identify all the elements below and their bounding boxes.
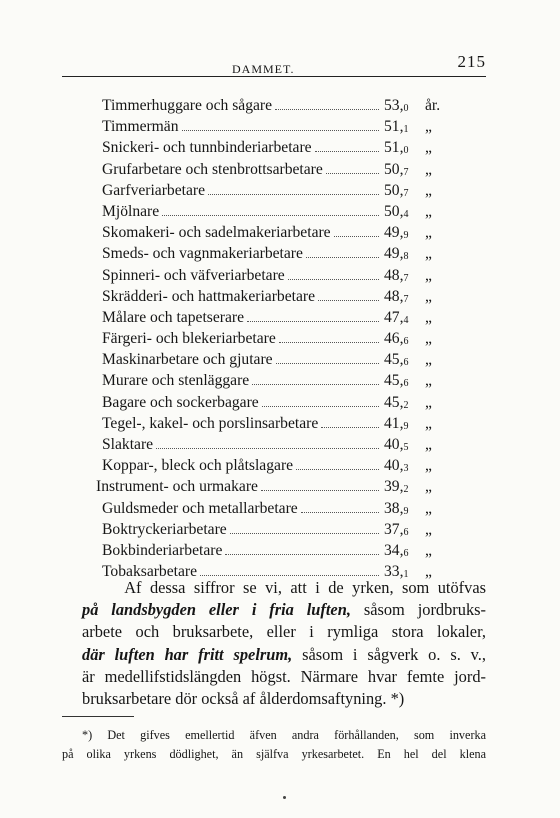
occupation-label: Skomakeri- och sadelmakeriarbetare: [102, 224, 331, 242]
table-row: [102, 159, 462, 180]
page-number: 215: [457, 52, 486, 71]
table-row: [102, 95, 462, 116]
occupation-label: Instrument- och urmakare: [96, 478, 258, 496]
dot-leader: [247, 321, 379, 322]
ditto-mark: „: [425, 351, 432, 369]
occupation-label: Timmermän: [102, 118, 179, 136]
lifespan-value: $45,_2$: [384, 393, 409, 411]
dot-leader: [326, 173, 379, 174]
dot-leader: [276, 363, 379, 364]
table-row: [102, 201, 462, 222]
ditto-mark: „: [425, 287, 432, 305]
occupation-label: Boktryckeriarbetare: [102, 520, 227, 538]
lifespan-value: $40,_5$: [384, 436, 409, 453]
occupation-label: Snickeri- och tunnbinderiarbetare: [102, 139, 312, 157]
occupation-label: Timmerhuggare och sågare: [102, 97, 273, 114]
paragraph-line: där luften har fritt spelrum, såsom i sågverk o. s. v.,: [82, 644, 487, 664]
ditto-mark: „: [425, 160, 432, 178]
dot-leader: [296, 469, 379, 470]
ditto-mark: „: [425, 224, 432, 242]
lifespan-value: $45,_6$: [384, 351, 409, 369]
occupation-label: Maskinarbetare och gjutare: [102, 351, 273, 369]
dot-leader: [261, 490, 379, 491]
page-header: [62, 48, 486, 76]
table-row: [102, 307, 462, 328]
body-paragraph: [82, 577, 486, 710]
ditto-mark: „: [425, 139, 432, 157]
ditto-mark: „: [425, 245, 432, 263]
table-row: [102, 370, 462, 391]
occupation-label: Garfveriarbetare: [102, 181, 206, 199]
ditto-mark: „: [425, 330, 432, 348]
emphasis-text: där luften har fritt spelrum,: [82, 644, 293, 664]
footnote-line: på olika yrkens dödlighet, än själfva yrkesarbetet. En hel del klena: [62, 747, 486, 761]
table-row: [102, 222, 462, 243]
table-row: [102, 286, 462, 307]
ditto-mark: „: [425, 266, 432, 284]
dot-leader: [230, 533, 379, 534]
paragraph-line: bruksarbetare dör också af ålderdomsaftyning. *): [82, 689, 405, 709]
header-rule: [62, 76, 486, 77]
ditto-mark: „: [425, 457, 432, 475]
table-row: [102, 116, 462, 137]
occupation-label: Färgeri- och blekeriarbetare: [102, 330, 276, 348]
occupation-label: Smeds- och vagnmakeriarbetare: [102, 245, 303, 263]
lifespan-value: $47,_4$: [384, 308, 409, 326]
occupation-label: Spinneri- och väfveriarbetare: [102, 266, 285, 284]
table-row: [102, 455, 462, 476]
ditto-mark: „: [425, 499, 432, 517]
dot-leader: [182, 130, 379, 131]
occupation-label: Slaktare: [102, 436, 154, 453]
dot-leader: [279, 342, 379, 343]
table-row: [102, 392, 462, 413]
ditto-mark: „: [425, 202, 432, 220]
table-row: [96, 476, 462, 497]
lifespan-value: $49,_8$: [384, 245, 409, 263]
lifespan-value: $53,_0$: [384, 97, 409, 114]
lifespan-value: $37,_6$: [384, 520, 409, 538]
table-row: [102, 137, 462, 158]
dot-leader: [156, 448, 379, 449]
lifespan-value: $46,_6$: [384, 330, 409, 348]
occupation-label: Guldsmeder och metallarbetare: [102, 499, 298, 517]
table-row: [102, 349, 462, 370]
lifespan-value: $51,_0$: [384, 139, 409, 157]
table-row: [102, 413, 462, 434]
lifespan-value: $41,_9$: [384, 414, 409, 432]
dot-leader: [252, 384, 379, 385]
dot-leader: [208, 194, 379, 195]
paragraph-line: Af dessa siffror se vi, att i de yrken, som utöfvas: [124, 578, 486, 597]
unit-label: år.: [425, 97, 441, 114]
occupation-label: Murare och stenläggare: [102, 372, 250, 390]
dot-leader: [315, 151, 379, 152]
lifespan-table: [96, 95, 462, 582]
dot-leader: [225, 554, 379, 555]
dot-leader: [318, 300, 379, 301]
running-head: DAMMET.: [232, 62, 295, 76]
table-row: [102, 265, 462, 286]
ditto-mark: „: [425, 478, 432, 496]
ditto-mark: „: [425, 563, 432, 581]
lifespan-value: $50,_7$: [384, 181, 409, 199]
footnote-line: *) Det gifves emellertid äfven andra förhållanden, som inverka: [82, 728, 486, 742]
table-row: [102, 180, 462, 201]
ditto-mark: „: [425, 414, 432, 432]
ditto-mark: „: [425, 181, 432, 199]
table-row: [102, 434, 462, 455]
lifespan-value: $48,_7$: [384, 287, 409, 305]
lifespan-value: $48,_7$: [384, 266, 409, 284]
occupation-label: Tegel-, kakel- och porslinsarbetare: [102, 414, 319, 432]
lifespan-value: $39,_2$: [384, 478, 409, 496]
occupation-label: Tobaksarbetare: [102, 563, 198, 581]
dot-leader: [288, 279, 379, 280]
ditto-mark: „: [425, 308, 432, 326]
occupation-label: Bokbinderiarbetare: [102, 541, 223, 559]
lifespan-value: $51,_1$: [384, 118, 409, 136]
table-row: [102, 519, 462, 540]
print-speck: [283, 796, 286, 799]
dot-leader: [275, 109, 379, 110]
lifespan-value: $34,_6$: [384, 541, 409, 559]
lifespan-value: $45,_6$: [384, 372, 409, 390]
lifespan-value: $38,_9$: [384, 499, 409, 517]
occupation-label: Bagare och sockerbagare: [102, 393, 259, 411]
dot-leader: [334, 236, 379, 237]
occupation-label: Mjölnare: [102, 202, 160, 220]
occupation-label: Målare och tapetserare: [102, 308, 244, 326]
table-row: [102, 328, 462, 349]
lifespan-value: $49,_9$: [384, 224, 409, 242]
paragraph-line: på landsbygden eller i fria luften, såsom jordbruks-: [82, 600, 486, 620]
dot-leader: [306, 257, 379, 258]
ditto-mark: „: [425, 118, 432, 136]
table-row: [102, 243, 462, 264]
table-row: [102, 540, 462, 561]
ditto-mark: „: [425, 520, 432, 538]
ditto-mark: „: [425, 541, 432, 559]
occupation-label: Grufarbetare och stenbrottsarbetare: [102, 160, 323, 178]
dot-leader: [262, 406, 379, 407]
paragraph-line: arbete och bruksarbete, eller i rymliga stora lokaler,: [82, 622, 486, 642]
lifespan-value: $40,_3$: [384, 457, 409, 475]
table-row: [102, 498, 462, 519]
paragraph-line: är medellifstidslängden högst. Närmare hvar femte jord-: [82, 666, 486, 686]
dot-leader: [200, 575, 379, 576]
ditto-mark: „: [425, 393, 432, 411]
occupation-label: Skrädderi- och hattmakeriarbetare: [102, 287, 316, 305]
lifespan-value: $33,_1$: [384, 563, 409, 581]
dot-leader: [321, 427, 379, 428]
footnote-rule: [62, 716, 134, 717]
ditto-mark: „: [425, 436, 432, 453]
ditto-mark: „: [425, 372, 432, 390]
lifespan-value: $50,_4$: [384, 202, 409, 220]
occupation-label: Koppar-, bleck och plåtslagare: [102, 457, 294, 475]
emphasis-text: på landsbygden eller i fria luften,: [82, 600, 351, 620]
dot-leader: [162, 215, 379, 216]
dot-leader: [301, 512, 379, 513]
lifespan-value: $50,_7$: [384, 160, 409, 178]
footnote: [62, 726, 486, 764]
